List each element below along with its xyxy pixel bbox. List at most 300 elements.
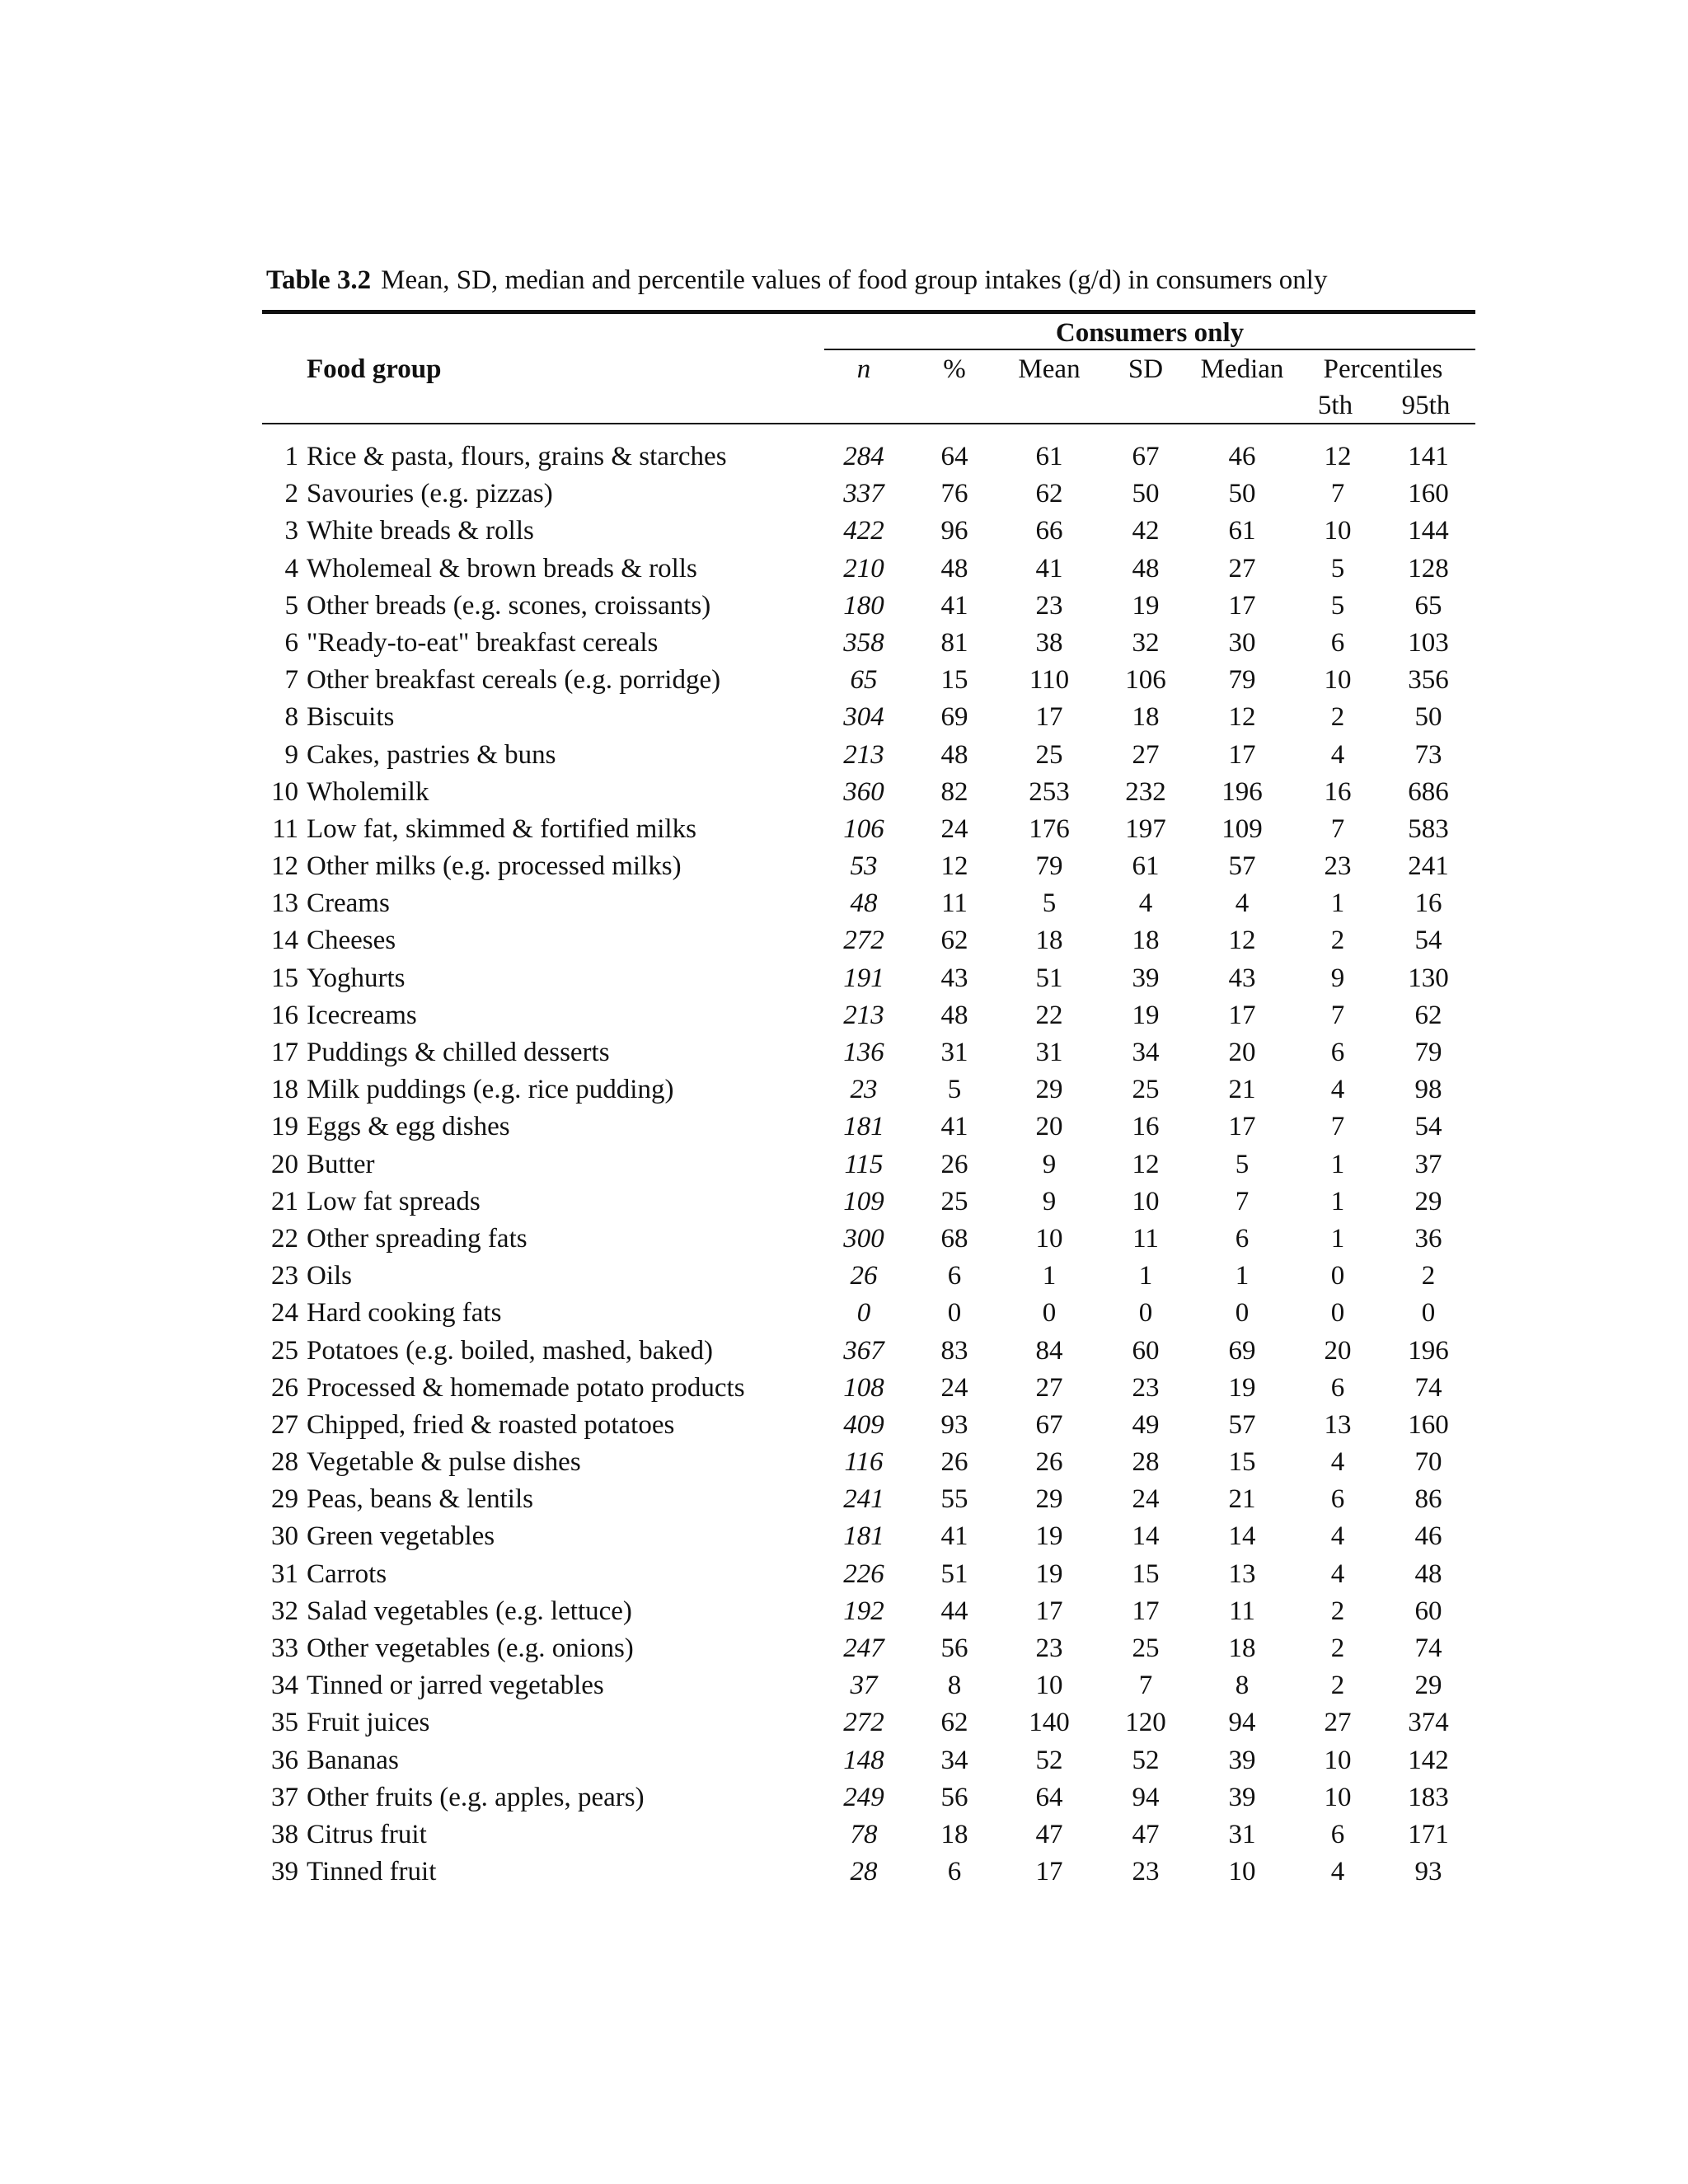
table-row bbox=[0, 1704, 1688, 1741]
cell-median: 79 bbox=[1228, 665, 1256, 696]
row-number: 37 bbox=[271, 1782, 298, 1812]
header-percent: % bbox=[943, 354, 966, 384]
cell-median: 13 bbox=[1228, 1558, 1256, 1589]
cell-percent: 24 bbox=[940, 813, 968, 844]
table-row bbox=[0, 922, 1688, 959]
food-group-name: Peas, beans & lentils bbox=[307, 1484, 533, 1515]
cell-n: 0 bbox=[856, 1298, 871, 1329]
table-row bbox=[0, 885, 1688, 922]
cell-sd: 94 bbox=[1132, 1782, 1160, 1812]
cell-percent: 64 bbox=[940, 442, 968, 471]
cell-mean: 27 bbox=[1035, 1372, 1063, 1403]
table-row bbox=[0, 1593, 1688, 1630]
table-row bbox=[0, 513, 1688, 550]
cell-sd: 25 bbox=[1132, 1633, 1160, 1663]
cell-mean: 31 bbox=[1035, 1038, 1063, 1067]
cell-median: 8 bbox=[1235, 1671, 1250, 1701]
cell-5th-percentile: 27 bbox=[1324, 1708, 1352, 1738]
cell-percent: 15 bbox=[940, 665, 968, 696]
food-group-name: White breads & rolls bbox=[307, 516, 534, 546]
cell-n: 284 bbox=[843, 442, 884, 471]
food-group-name: Wholemilk bbox=[307, 776, 429, 807]
table-caption-label: Table 3.2 bbox=[266, 265, 372, 295]
cell-5th-percentile: 0 bbox=[1330, 1261, 1345, 1291]
cell-mean: 17 bbox=[1035, 1596, 1063, 1626]
table-row bbox=[0, 1071, 1688, 1108]
cell-n: 26 bbox=[850, 1261, 878, 1291]
cell-percent: 41 bbox=[940, 590, 968, 621]
cell-5th-percentile: 16 bbox=[1324, 776, 1352, 807]
cell-5th-percentile: 20 bbox=[1324, 1335, 1352, 1366]
table-row bbox=[0, 1258, 1688, 1295]
table-caption-text: Mean, SD, median and percentile values of food group intakes (g/d) in consumers only bbox=[381, 265, 1328, 295]
header-95th: 95th bbox=[1401, 391, 1451, 420]
cell-mean: 1 bbox=[1042, 1261, 1057, 1291]
cell-n: 192 bbox=[843, 1596, 884, 1626]
cell-95th-percentile: 374 bbox=[1408, 1708, 1449, 1738]
cell-median: 17 bbox=[1228, 590, 1256, 621]
cell-mean: 10 bbox=[1035, 1223, 1063, 1254]
header-5th: 5th bbox=[1317, 391, 1353, 420]
row-number: 11 bbox=[272, 813, 298, 844]
cell-sd: 67 bbox=[1132, 442, 1160, 471]
table-row bbox=[0, 588, 1688, 625]
food-group-name: Wholemeal & brown breads & rolls bbox=[307, 553, 697, 583]
food-group-name: Rice & pasta, flours, grains & starches bbox=[307, 442, 727, 471]
food-group-name: Tinned fruit bbox=[307, 1857, 437, 1887]
cell-percent: 41 bbox=[940, 1112, 968, 1142]
table-row bbox=[0, 551, 1688, 588]
food-group-name: Hard cooking fats bbox=[307, 1298, 502, 1329]
food-group-name: Tinned or jarred vegetables bbox=[307, 1671, 604, 1701]
cell-percent: 24 bbox=[940, 1372, 968, 1403]
cell-5th-percentile: 6 bbox=[1330, 1038, 1345, 1067]
cell-n: 409 bbox=[843, 1409, 884, 1440]
cell-95th-percentile: 171 bbox=[1408, 1819, 1449, 1849]
cell-percent: 48 bbox=[940, 739, 968, 770]
cell-n: 304 bbox=[843, 702, 884, 733]
food-group-name: Puddings & chilled desserts bbox=[307, 1038, 610, 1067]
cell-median: 17 bbox=[1228, 1112, 1256, 1142]
cell-n: 213 bbox=[843, 1000, 884, 1030]
cell-95th-percentile: 79 bbox=[1414, 1038, 1442, 1067]
row-number: 15 bbox=[271, 963, 298, 993]
food-group-name: Icecreams bbox=[307, 1000, 417, 1030]
cell-sd: 11 bbox=[1132, 1223, 1159, 1254]
cell-n: 360 bbox=[843, 776, 884, 807]
row-number: 28 bbox=[271, 1447, 298, 1478]
cell-percent: 44 bbox=[940, 1596, 968, 1626]
cell-95th-percentile: 93 bbox=[1414, 1857, 1442, 1887]
table-row bbox=[0, 1667, 1688, 1704]
cell-5th-percentile: 23 bbox=[1324, 851, 1352, 882]
table-row bbox=[0, 1370, 1688, 1407]
cell-mean: 23 bbox=[1035, 590, 1063, 621]
cell-95th-percentile: 144 bbox=[1408, 516, 1449, 546]
cell-5th-percentile: 1 bbox=[1330, 1186, 1345, 1216]
cell-5th-percentile: 7 bbox=[1330, 813, 1345, 844]
food-group-name: Eggs & egg dishes bbox=[307, 1112, 510, 1142]
cell-sd: 4 bbox=[1138, 888, 1153, 919]
cell-5th-percentile: 12 bbox=[1324, 442, 1352, 471]
cell-5th-percentile: 2 bbox=[1330, 1671, 1345, 1701]
cell-5th-percentile: 4 bbox=[1330, 1857, 1345, 1887]
cell-percent: 69 bbox=[940, 702, 968, 733]
row-number: 38 bbox=[271, 1819, 298, 1849]
row-number: 13 bbox=[271, 888, 298, 919]
cell-n: 249 bbox=[843, 1782, 884, 1812]
cell-sd: 23 bbox=[1132, 1857, 1160, 1887]
cell-95th-percentile: 0 bbox=[1421, 1298, 1436, 1329]
food-group-name: Chipped, fried & roasted potatoes bbox=[307, 1409, 675, 1440]
table-row bbox=[0, 1854, 1688, 1891]
table-body bbox=[0, 438, 1688, 1891]
row-number: 19 bbox=[271, 1112, 298, 1142]
cell-95th-percentile: 74 bbox=[1414, 1372, 1442, 1403]
cell-median: 61 bbox=[1228, 516, 1256, 546]
cell-5th-percentile: 5 bbox=[1330, 553, 1345, 583]
row-number: 1 bbox=[284, 442, 298, 471]
row-number: 32 bbox=[271, 1596, 298, 1626]
cell-median: 57 bbox=[1228, 851, 1256, 882]
cell-sd: 48 bbox=[1132, 553, 1160, 583]
food-group-name: Citrus fruit bbox=[307, 1819, 427, 1849]
row-number: 24 bbox=[271, 1298, 298, 1329]
cell-percent: 11 bbox=[941, 888, 968, 919]
row-number: 9 bbox=[284, 739, 298, 770]
cell-median: 196 bbox=[1221, 776, 1263, 807]
row-number: 26 bbox=[271, 1372, 298, 1403]
table-row bbox=[0, 1034, 1688, 1071]
cell-5th-percentile: 7 bbox=[1330, 1000, 1345, 1030]
cell-95th-percentile: 686 bbox=[1408, 776, 1449, 807]
cell-median: 18 bbox=[1228, 1633, 1256, 1663]
cell-5th-percentile: 6 bbox=[1330, 1819, 1345, 1849]
cell-median: 1 bbox=[1235, 1261, 1250, 1291]
row-number: 35 bbox=[271, 1708, 298, 1738]
cell-n: 226 bbox=[843, 1558, 884, 1589]
cell-5th-percentile: 10 bbox=[1324, 516, 1352, 546]
cell-5th-percentile: 4 bbox=[1330, 1521, 1345, 1552]
table-row bbox=[0, 1816, 1688, 1854]
table-row bbox=[0, 1444, 1688, 1481]
cell-mean: 47 bbox=[1035, 1819, 1063, 1849]
table-row bbox=[0, 1407, 1688, 1444]
cell-mean: 25 bbox=[1035, 739, 1063, 770]
cell-n: 148 bbox=[843, 1745, 884, 1775]
cell-5th-percentile: 13 bbox=[1324, 1409, 1352, 1440]
cell-sd: 18 bbox=[1132, 702, 1160, 733]
cell-n: 65 bbox=[850, 665, 878, 696]
cell-mean: 23 bbox=[1035, 1633, 1063, 1663]
cell-n: 272 bbox=[843, 926, 884, 956]
cell-sd: 50 bbox=[1132, 479, 1160, 509]
cell-sd: 7 bbox=[1138, 1671, 1153, 1701]
header-bottom-rule bbox=[262, 423, 1475, 424]
table-row bbox=[0, 1742, 1688, 1779]
cell-percent: 43 bbox=[940, 963, 968, 993]
food-group-name: Biscuits bbox=[307, 702, 395, 733]
cell-percent: 18 bbox=[940, 1819, 968, 1849]
cell-95th-percentile: 73 bbox=[1414, 739, 1442, 770]
table-row bbox=[0, 438, 1688, 476]
cell-5th-percentile: 2 bbox=[1330, 926, 1345, 956]
cell-95th-percentile: 60 bbox=[1414, 1596, 1442, 1626]
cell-sd: 14 bbox=[1132, 1521, 1160, 1552]
row-number: 17 bbox=[271, 1038, 298, 1067]
cell-n: 115 bbox=[844, 1149, 884, 1179]
row-number: 33 bbox=[271, 1633, 298, 1663]
cell-95th-percentile: 16 bbox=[1414, 888, 1442, 919]
cell-median: 15 bbox=[1228, 1447, 1256, 1478]
food-group-name: Fruit juices bbox=[307, 1708, 430, 1738]
cell-sd: 49 bbox=[1132, 1409, 1160, 1440]
cell-mean: 17 bbox=[1035, 1857, 1063, 1887]
cell-mean: 10 bbox=[1035, 1671, 1063, 1701]
table-row bbox=[0, 1183, 1688, 1221]
cell-n: 367 bbox=[843, 1335, 884, 1366]
cell-sd: 60 bbox=[1132, 1335, 1160, 1366]
table-row bbox=[0, 1333, 1688, 1370]
cell-sd: 23 bbox=[1132, 1372, 1160, 1403]
cell-percent: 96 bbox=[940, 516, 968, 546]
cell-95th-percentile: 142 bbox=[1408, 1745, 1449, 1775]
cell-median: 10 bbox=[1228, 1857, 1256, 1887]
cell-sd: 34 bbox=[1132, 1038, 1160, 1067]
cell-5th-percentile: 0 bbox=[1330, 1298, 1345, 1329]
row-number: 31 bbox=[271, 1558, 298, 1589]
cell-sd: 197 bbox=[1125, 813, 1166, 844]
cell-95th-percentile: 48 bbox=[1414, 1558, 1442, 1589]
table-row bbox=[0, 737, 1688, 774]
cell-mean: 79 bbox=[1035, 851, 1063, 882]
food-group-name: Other fruits (e.g. apples, pears) bbox=[307, 1782, 645, 1812]
cell-percent: 25 bbox=[940, 1186, 968, 1216]
cell-median: 5 bbox=[1235, 1149, 1250, 1179]
cell-95th-percentile: 196 bbox=[1408, 1335, 1449, 1366]
food-group-name: Other milks (e.g. processed milks) bbox=[307, 851, 682, 882]
cell-5th-percentile: 1 bbox=[1330, 1223, 1345, 1254]
cell-sd: 232 bbox=[1125, 776, 1166, 807]
food-group-name: Cakes, pastries & buns bbox=[307, 739, 556, 770]
food-group-name: Green vegetables bbox=[307, 1521, 495, 1552]
food-group-name: Bananas bbox=[307, 1745, 399, 1775]
cell-median: 17 bbox=[1228, 739, 1256, 770]
cell-sd: 52 bbox=[1132, 1745, 1160, 1775]
cell-sd: 25 bbox=[1132, 1075, 1160, 1105]
cell-5th-percentile: 4 bbox=[1330, 1558, 1345, 1589]
cell-percent: 76 bbox=[940, 479, 968, 509]
cell-percent: 41 bbox=[940, 1521, 968, 1552]
cell-sd: 42 bbox=[1132, 516, 1160, 546]
cell-median: 20 bbox=[1228, 1038, 1256, 1067]
cell-mean: 5 bbox=[1042, 888, 1057, 919]
row-number: 36 bbox=[271, 1745, 298, 1775]
cell-sd: 32 bbox=[1132, 627, 1160, 658]
cell-sd: 18 bbox=[1132, 926, 1160, 956]
row-number: 34 bbox=[271, 1671, 298, 1701]
header-food-group: Food group bbox=[307, 354, 442, 384]
cell-median: 12 bbox=[1228, 926, 1256, 956]
cell-sd: 120 bbox=[1125, 1708, 1166, 1738]
table-row bbox=[0, 811, 1688, 848]
food-group-name: Carrots bbox=[307, 1558, 387, 1589]
cell-sd: 47 bbox=[1132, 1819, 1160, 1849]
cell-5th-percentile: 4 bbox=[1330, 739, 1345, 770]
cell-percent: 34 bbox=[940, 1745, 968, 1775]
cell-n: 78 bbox=[850, 1819, 878, 1849]
row-number: 7 bbox=[284, 665, 298, 696]
cell-5th-percentile: 4 bbox=[1330, 1447, 1345, 1478]
row-number: 2 bbox=[284, 479, 298, 509]
cell-5th-percentile: 7 bbox=[1330, 479, 1345, 509]
cell-mean: 29 bbox=[1035, 1484, 1063, 1515]
cell-95th-percentile: 46 bbox=[1414, 1521, 1442, 1552]
cell-n: 106 bbox=[843, 813, 884, 844]
cell-median: 12 bbox=[1228, 702, 1256, 733]
cell-percent: 6 bbox=[947, 1857, 962, 1887]
cell-95th-percentile: 241 bbox=[1408, 851, 1449, 882]
cell-mean: 19 bbox=[1035, 1558, 1063, 1589]
cell-percent: 68 bbox=[940, 1223, 968, 1254]
table-row bbox=[0, 774, 1688, 811]
row-number: 12 bbox=[271, 851, 298, 882]
cell-95th-percentile: 37 bbox=[1414, 1149, 1442, 1179]
cell-mean: 51 bbox=[1035, 963, 1063, 993]
table-row bbox=[0, 476, 1688, 513]
table-row bbox=[0, 1630, 1688, 1667]
cell-95th-percentile: 86 bbox=[1414, 1484, 1442, 1515]
cell-5th-percentile: 10 bbox=[1324, 1745, 1352, 1775]
header-percentiles: Percentiles bbox=[1323, 354, 1443, 384]
cell-sd: 61 bbox=[1132, 851, 1160, 882]
cell-n: 108 bbox=[843, 1372, 884, 1403]
row-number: 20 bbox=[271, 1149, 298, 1179]
cell-sd: 0 bbox=[1138, 1298, 1153, 1329]
cell-n: 181 bbox=[843, 1521, 884, 1552]
row-number: 18 bbox=[271, 1075, 298, 1105]
cell-n: 28 bbox=[850, 1857, 878, 1887]
cell-5th-percentile: 6 bbox=[1330, 1484, 1345, 1515]
cell-percent: 31 bbox=[940, 1038, 968, 1067]
cell-95th-percentile: 50 bbox=[1414, 702, 1442, 733]
cell-n: 48 bbox=[850, 888, 878, 919]
cell-n: 247 bbox=[843, 1633, 884, 1663]
cell-median: 17 bbox=[1228, 1000, 1256, 1030]
row-number: 39 bbox=[271, 1857, 298, 1887]
cell-mean: 61 bbox=[1035, 442, 1063, 471]
row-number: 25 bbox=[271, 1335, 298, 1366]
cell-95th-percentile: 29 bbox=[1414, 1186, 1442, 1216]
cell-percent: 93 bbox=[940, 1409, 968, 1440]
food-group-name: Processed & homemade potato products bbox=[307, 1372, 745, 1403]
header-median: Median bbox=[1200, 354, 1284, 384]
cell-95th-percentile: 29 bbox=[1414, 1671, 1442, 1701]
cell-median: 27 bbox=[1228, 553, 1256, 583]
row-number: 3 bbox=[284, 516, 298, 546]
cell-median: 0 bbox=[1235, 1298, 1250, 1329]
row-number: 8 bbox=[284, 702, 298, 733]
food-group-name: Low fat spreads bbox=[307, 1186, 481, 1216]
cell-sd: 106 bbox=[1125, 665, 1166, 696]
cell-n: 23 bbox=[850, 1075, 878, 1105]
row-number: 14 bbox=[271, 926, 298, 956]
cell-sd: 12 bbox=[1132, 1149, 1160, 1179]
food-group-name: Salad vegetables (e.g. lettuce) bbox=[307, 1596, 632, 1626]
table-row bbox=[0, 625, 1688, 662]
cell-median: 6 bbox=[1235, 1223, 1250, 1254]
cell-mean: 66 bbox=[1035, 516, 1063, 546]
cell-95th-percentile: 74 bbox=[1414, 1633, 1442, 1663]
cell-percent: 62 bbox=[940, 926, 968, 956]
cell-median: 69 bbox=[1228, 1335, 1256, 1366]
cell-95th-percentile: 54 bbox=[1414, 926, 1442, 956]
row-number: 21 bbox=[271, 1186, 298, 1216]
cell-mean: 41 bbox=[1035, 553, 1063, 583]
cell-n: 300 bbox=[843, 1223, 884, 1254]
cell-percent: 82 bbox=[940, 776, 968, 807]
row-number: 27 bbox=[271, 1409, 298, 1440]
row-number: 22 bbox=[271, 1223, 298, 1254]
table-row bbox=[0, 1518, 1688, 1555]
table-row bbox=[0, 960, 1688, 997]
cell-sd: 24 bbox=[1132, 1484, 1160, 1515]
table-row bbox=[0, 699, 1688, 736]
table-caption bbox=[266, 262, 1327, 298]
cell-median: 43 bbox=[1228, 963, 1256, 993]
cell-percent: 26 bbox=[940, 1149, 968, 1179]
cell-5th-percentile: 1 bbox=[1330, 888, 1345, 919]
cell-percent: 56 bbox=[940, 1782, 968, 1812]
table-top-rule bbox=[262, 310, 1475, 314]
table-row bbox=[0, 1556, 1688, 1593]
row-number: 6 bbox=[284, 627, 298, 658]
cell-5th-percentile: 5 bbox=[1330, 590, 1345, 621]
food-group-name: Other spreading fats bbox=[307, 1223, 528, 1254]
cell-median: 46 bbox=[1228, 442, 1256, 471]
cell-5th-percentile: 10 bbox=[1324, 665, 1352, 696]
cell-mean: 9 bbox=[1042, 1186, 1057, 1216]
cell-percent: 48 bbox=[940, 1000, 968, 1030]
cell-n: 181 bbox=[843, 1112, 884, 1142]
cell-sd: 28 bbox=[1132, 1447, 1160, 1478]
table-row bbox=[0, 1108, 1688, 1146]
cell-mean: 253 bbox=[1029, 776, 1070, 807]
food-group-name: Yoghurts bbox=[307, 963, 406, 993]
header-sd: SD bbox=[1128, 354, 1164, 384]
table-row bbox=[0, 1221, 1688, 1258]
cell-95th-percentile: 130 bbox=[1408, 963, 1449, 993]
cell-mean: 64 bbox=[1035, 1782, 1063, 1812]
cell-mean: 110 bbox=[1029, 665, 1070, 696]
cell-mean: 20 bbox=[1035, 1112, 1063, 1142]
cell-n: 422 bbox=[843, 516, 884, 546]
cell-percent: 12 bbox=[940, 851, 968, 882]
cell-percent: 51 bbox=[940, 1558, 968, 1589]
table-row bbox=[0, 997, 1688, 1034]
row-number: 23 bbox=[271, 1261, 298, 1291]
cell-sd: 16 bbox=[1132, 1112, 1160, 1142]
cell-median: 4 bbox=[1235, 888, 1250, 919]
food-group-name: Other breads (e.g. scones, croissants) bbox=[307, 590, 711, 621]
cell-n: 272 bbox=[843, 1708, 884, 1738]
cell-5th-percentile: 7 bbox=[1330, 1112, 1345, 1142]
cell-median: 21 bbox=[1228, 1484, 1256, 1515]
cell-5th-percentile: 10 bbox=[1324, 1782, 1352, 1812]
cell-n: 116 bbox=[844, 1447, 884, 1478]
cell-95th-percentile: 62 bbox=[1414, 1000, 1442, 1030]
food-group-name: Other vegetables (e.g. onions) bbox=[307, 1633, 634, 1663]
